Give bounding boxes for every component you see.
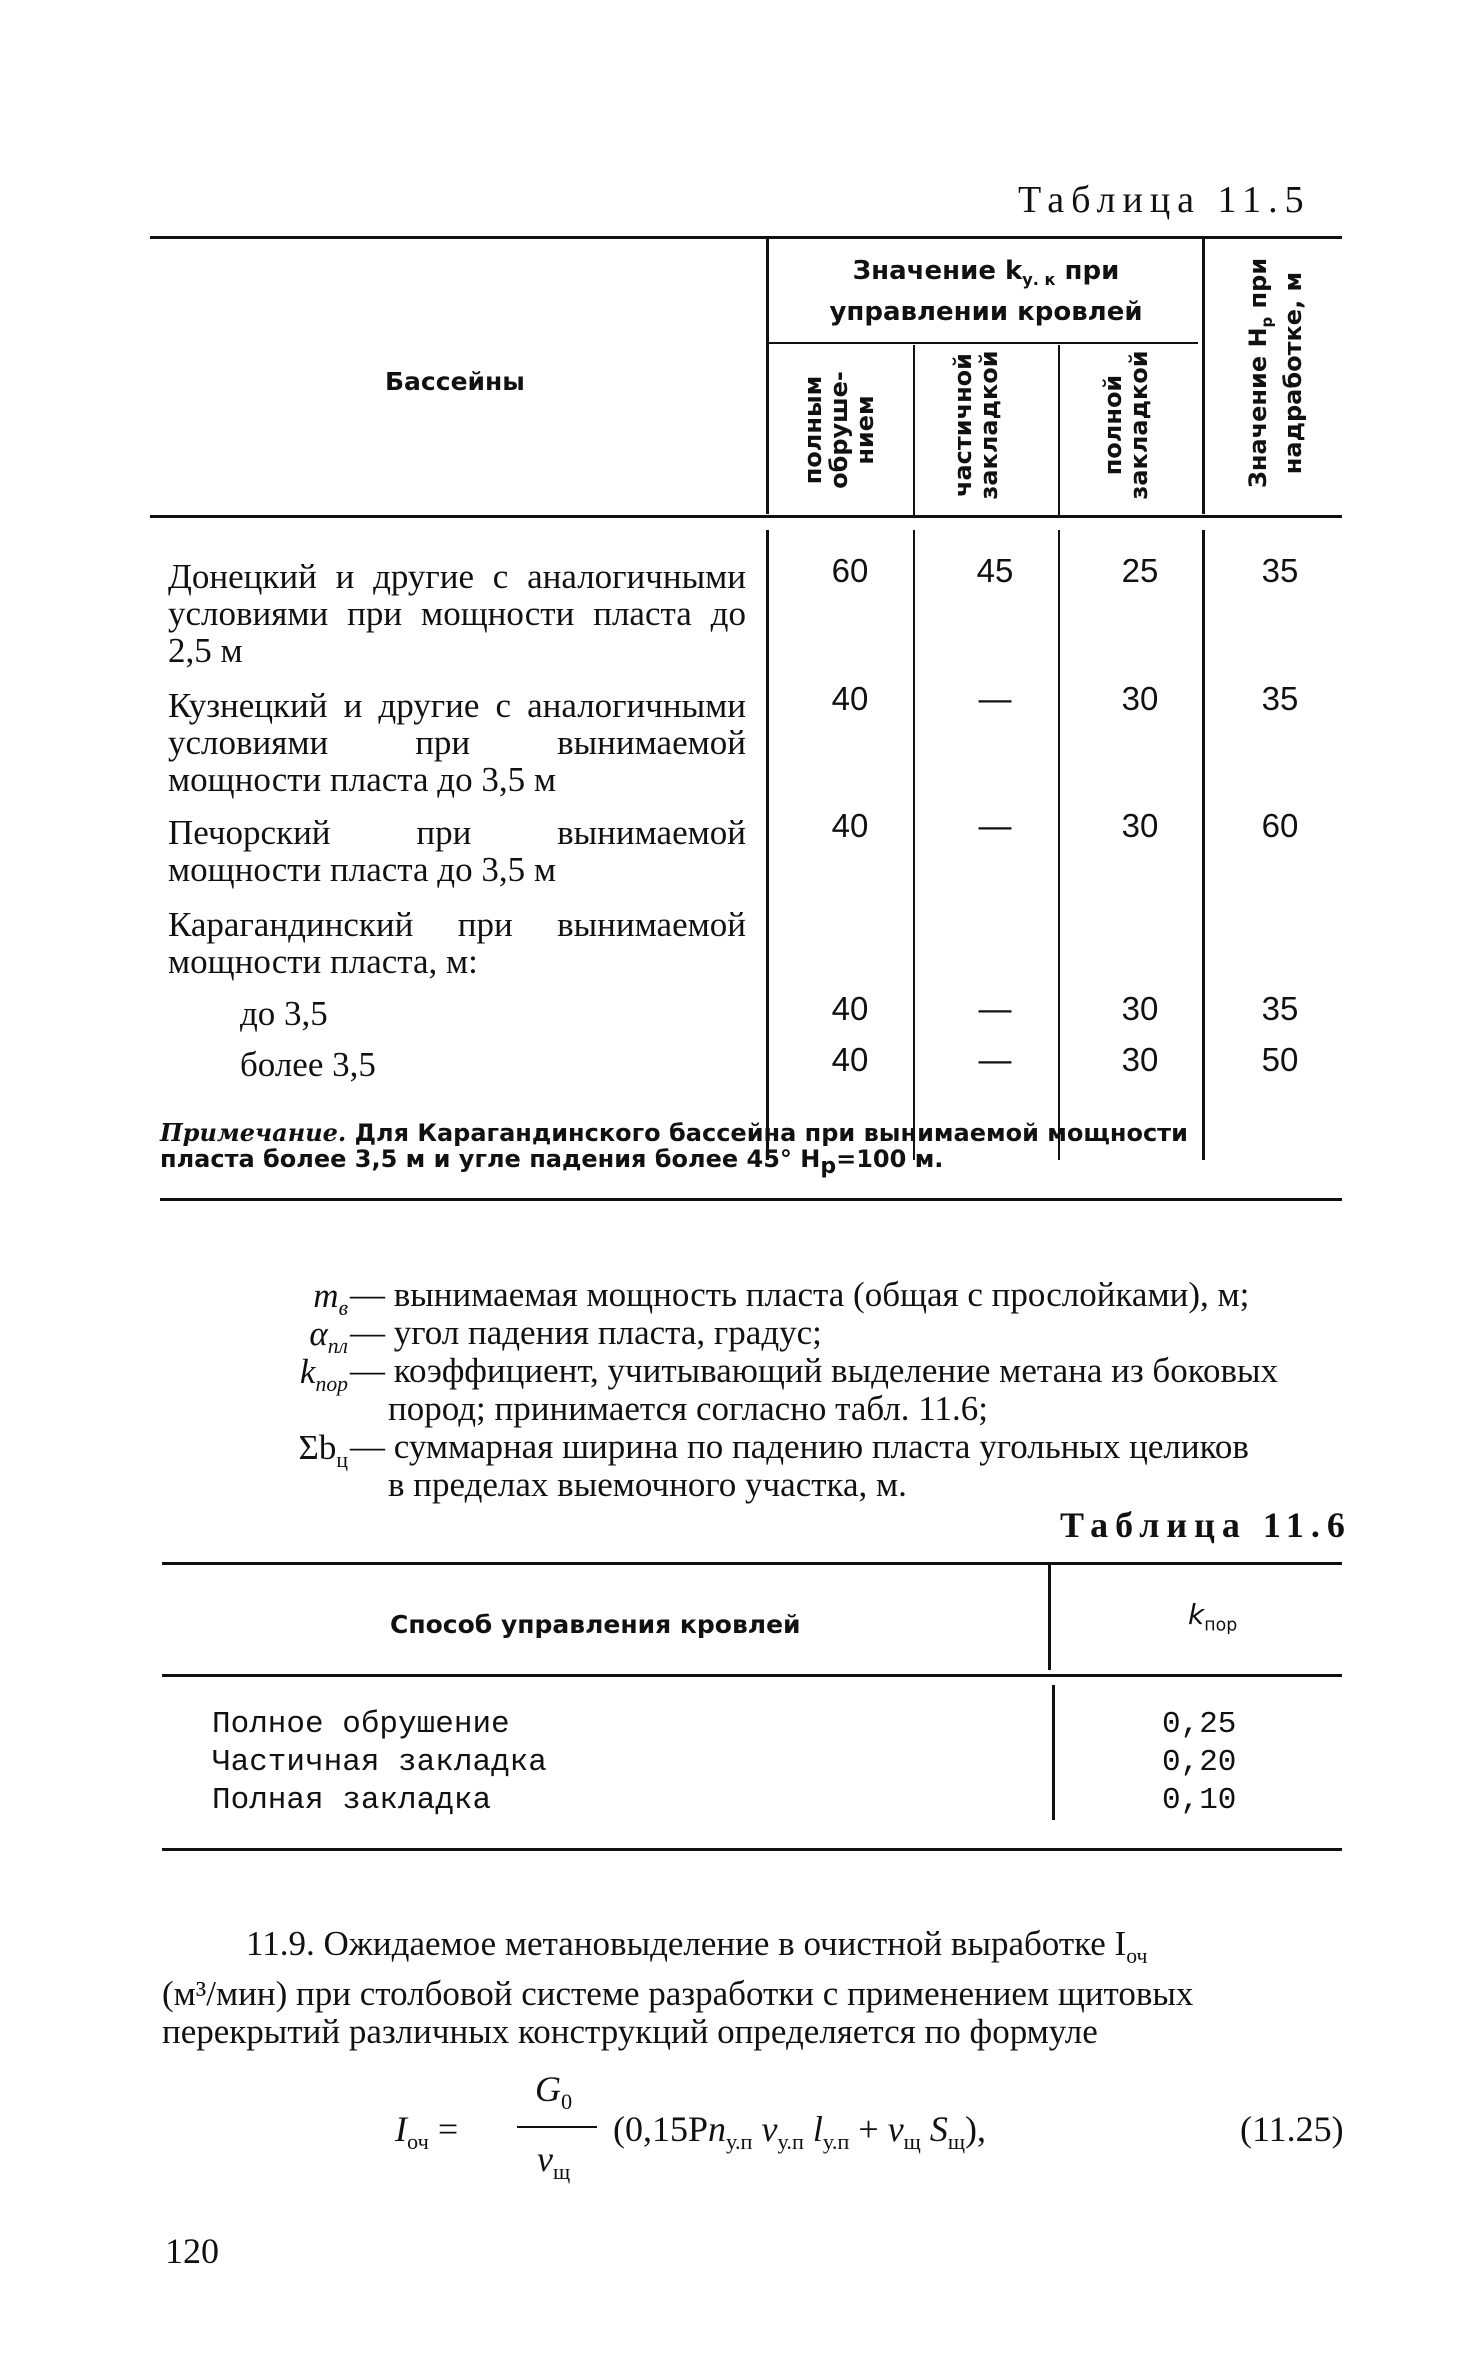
group-header-tail: при — [1055, 256, 1120, 286]
formula-denominator-sub: щ — [552, 2159, 571, 2185]
formula-s-sub: щ — [947, 2129, 966, 2155]
hp-header — [1245, 244, 1306, 502]
basins-header: Бассейны — [385, 367, 525, 396]
def-text-m: — вынимаемая мощность пласта (общая с прослойками), м; — [350, 1275, 1250, 1314]
def-text-k-cont: пород; принимается согласно табл. 11.6; — [388, 1389, 988, 1428]
table-11-5-caption: Таблица 11.5 — [1018, 179, 1311, 221]
formula-plus: + — [849, 2109, 888, 2149]
row1-full: 40 — [831, 680, 869, 717]
basin-karaganda: Карагандинский при вынимаемой мощности пласта, м: — [168, 905, 746, 981]
table-11-6-caption: Таблица 11.6 — [1060, 1505, 1352, 1545]
group-header-sub: у. к — [1022, 270, 1056, 290]
symbol-alpha-sub: пл — [327, 1334, 348, 1358]
group-header-rule — [768, 342, 1198, 344]
def-symbol-b — [200, 1428, 348, 1473]
formula-l-sub: у.п — [822, 2129, 850, 2155]
formula-lhs-sub: оч — [407, 2129, 429, 2155]
row0-full: 60 — [831, 552, 869, 589]
table-bottom-rule — [160, 1198, 1342, 1201]
row1-partial: — — [978, 680, 1012, 717]
row2-hp: 60 — [1261, 807, 1299, 844]
hp-header-sub: р — [1257, 316, 1276, 328]
paragraph-line1-sub: оч — [1126, 1944, 1148, 1968]
method-full: Полное обрушение — [212, 1707, 510, 1742]
k-header-k: k — [1188, 1598, 1205, 1631]
formula-n-sub: у.п — [726, 2129, 753, 2155]
subheader-full-collapse: полным обруше-нием — [799, 371, 879, 489]
row5-partial: — — [978, 1041, 1012, 1078]
row2-complete: 30 — [1121, 807, 1159, 844]
hp-header-tail: при — [1244, 257, 1272, 317]
table-11-6-divider-b — [1052, 1685, 1055, 1820]
formula-number: (11.25) — [1240, 2109, 1344, 2149]
def-text-k: — коэффициент, учитывающий выделение метана из боковых — [350, 1351, 1279, 1390]
paragraph — [162, 1925, 1350, 2051]
symbol-b: Σb — [298, 1428, 337, 1467]
row1-complete: 30 — [1121, 680, 1159, 717]
formula-lhs: I — [395, 2109, 407, 2149]
group-header-line2: управлении кровлей — [829, 297, 1143, 328]
row0-complete: 25 — [1121, 552, 1159, 589]
row4-complete: 30 — [1121, 990, 1159, 1027]
row5-hp: 50 — [1261, 1041, 1299, 1078]
fraction-bar — [517, 2126, 597, 2128]
row1-hp: 35 — [1261, 680, 1299, 717]
table-11-6-top-rule — [162, 1562, 1342, 1565]
row2-partial: — — [978, 807, 1012, 844]
method-list — [212, 1706, 547, 1820]
formula-vs: v — [887, 2109, 904, 2149]
group-header — [776, 255, 1196, 328]
table-note — [160, 1120, 1340, 1180]
col-divider-2b — [913, 530, 915, 1160]
paragraph-line2: (м³/мин) при столбовой системе разработки с применением щитовых — [162, 1974, 1194, 2013]
formula-close: ), — [965, 2109, 987, 2149]
col-divider-2 — [913, 345, 915, 515]
symbol-k-sub: пор — [315, 1372, 348, 1396]
row0-hp: 35 — [1261, 552, 1299, 589]
symbol-m: m — [313, 1276, 339, 1315]
table-11-6-bottom-rule — [162, 1848, 1342, 1851]
basin-pechora: Печорский при вынимаемой мощности пласта до 3,5 м — [168, 813, 746, 889]
col-divider-4b — [1202, 530, 1205, 1160]
def-symbol-k — [200, 1352, 348, 1397]
symbol-alpha: α — [309, 1314, 328, 1353]
def-text-b: — суммарная ширина по падению пласта угольных целиков — [350, 1427, 1249, 1466]
formula-open: (0,15P — [613, 2109, 709, 2149]
k-header — [1188, 1598, 1237, 1636]
note-text-2: пласта более 3,5 м и угле падения более 45° H — [160, 1145, 821, 1173]
note-sub: р — [820, 1153, 837, 1179]
k-partial: 0,20 — [1162, 1745, 1237, 1780]
formula-numerator: G — [535, 2069, 561, 2109]
col-divider-1 — [766, 238, 769, 514]
row5-complete: 30 — [1121, 1041, 1159, 1078]
formula-n: n — [708, 2109, 727, 2149]
row4-full: 40 — [831, 990, 869, 1027]
basin-donetsk: Донецкий и другие с аналогичными условиями при мощности пласта до 2,5 м — [168, 557, 746, 670]
col-divider-3 — [1058, 345, 1060, 515]
method-partial: Частичная закладка — [212, 1745, 547, 1780]
formula-v: v — [761, 2109, 778, 2149]
formula-numerator-sub: 0 — [561, 2089, 573, 2115]
basin-kuznetsk: Кузнецкий и другие с аналогичными условиями при вынимаемой мощности пласта до 3,5 м — [168, 686, 746, 799]
paragraph-line1: 11.9. Ожидаемое метановыделение в очистной выработке I — [246, 1924, 1127, 1963]
note-label: Примечание. — [160, 1118, 347, 1147]
subheader-complete-fill: полной закладкой — [1099, 350, 1153, 500]
row4-partial: — — [978, 990, 1012, 1027]
k-full: 0,25 — [1162, 1707, 1237, 1742]
formula-s: S — [929, 2109, 948, 2149]
formula-l: l — [812, 2109, 823, 2149]
table-11-6-divider — [1048, 1565, 1051, 1670]
col-divider-3b — [1058, 530, 1060, 1160]
formula-v-sub: у.п — [777, 2129, 804, 2155]
page-number: 120 — [165, 2231, 219, 2271]
formula-vs-sub: щ — [903, 2129, 921, 2155]
symbol-b-sub: ц — [336, 1448, 348, 1472]
k-header-sub: пор — [1204, 1615, 1238, 1636]
note-tail: =100 м. — [836, 1145, 944, 1173]
method-complete: Полная закладка — [212, 1783, 492, 1818]
row0-partial: 45 — [976, 552, 1014, 589]
k-complete: 0,10 — [1162, 1783, 1237, 1818]
hp-header-h: Значение H — [1244, 327, 1272, 489]
group-header-k: Значение k — [852, 256, 1023, 286]
table-top-rule — [150, 236, 1342, 239]
basin-karaganda-upto: до 3,5 — [240, 994, 328, 1033]
paragraph-line3: перекрытий различных конструкций определяется по формуле — [162, 2012, 1098, 2051]
col-divider-4 — [1202, 238, 1205, 514]
row5-full: 40 — [831, 1041, 869, 1078]
hp-header-line2: надработке, м — [1278, 271, 1307, 475]
symbol-m-sub: в — [338, 1296, 348, 1320]
note-text-1: Для Карагандинского бассейна при вынимаемой мощности — [346, 1119, 1188, 1147]
row4-hp: 35 — [1261, 990, 1299, 1027]
basin-karaganda-over: более 3,5 — [240, 1045, 376, 1084]
symbol-k: k — [299, 1352, 316, 1391]
row2-full: 40 — [831, 807, 869, 844]
k-list — [1162, 1706, 1236, 1820]
method-header: Способ управления кровлей — [390, 1610, 801, 1639]
def-text-b-cont: в пределах выемочного участка, м. — [388, 1465, 907, 1504]
table-header-rule — [150, 515, 1342, 518]
table-11-6-header-rule — [162, 1674, 1342, 1677]
def-text-alpha: — угол падения пласта, градус; — [350, 1313, 822, 1352]
col-divider-1b — [766, 530, 769, 1160]
formula-denominator: v — [537, 2139, 553, 2179]
subheader-partial-fill: частичной закладкой — [949, 350, 1003, 500]
